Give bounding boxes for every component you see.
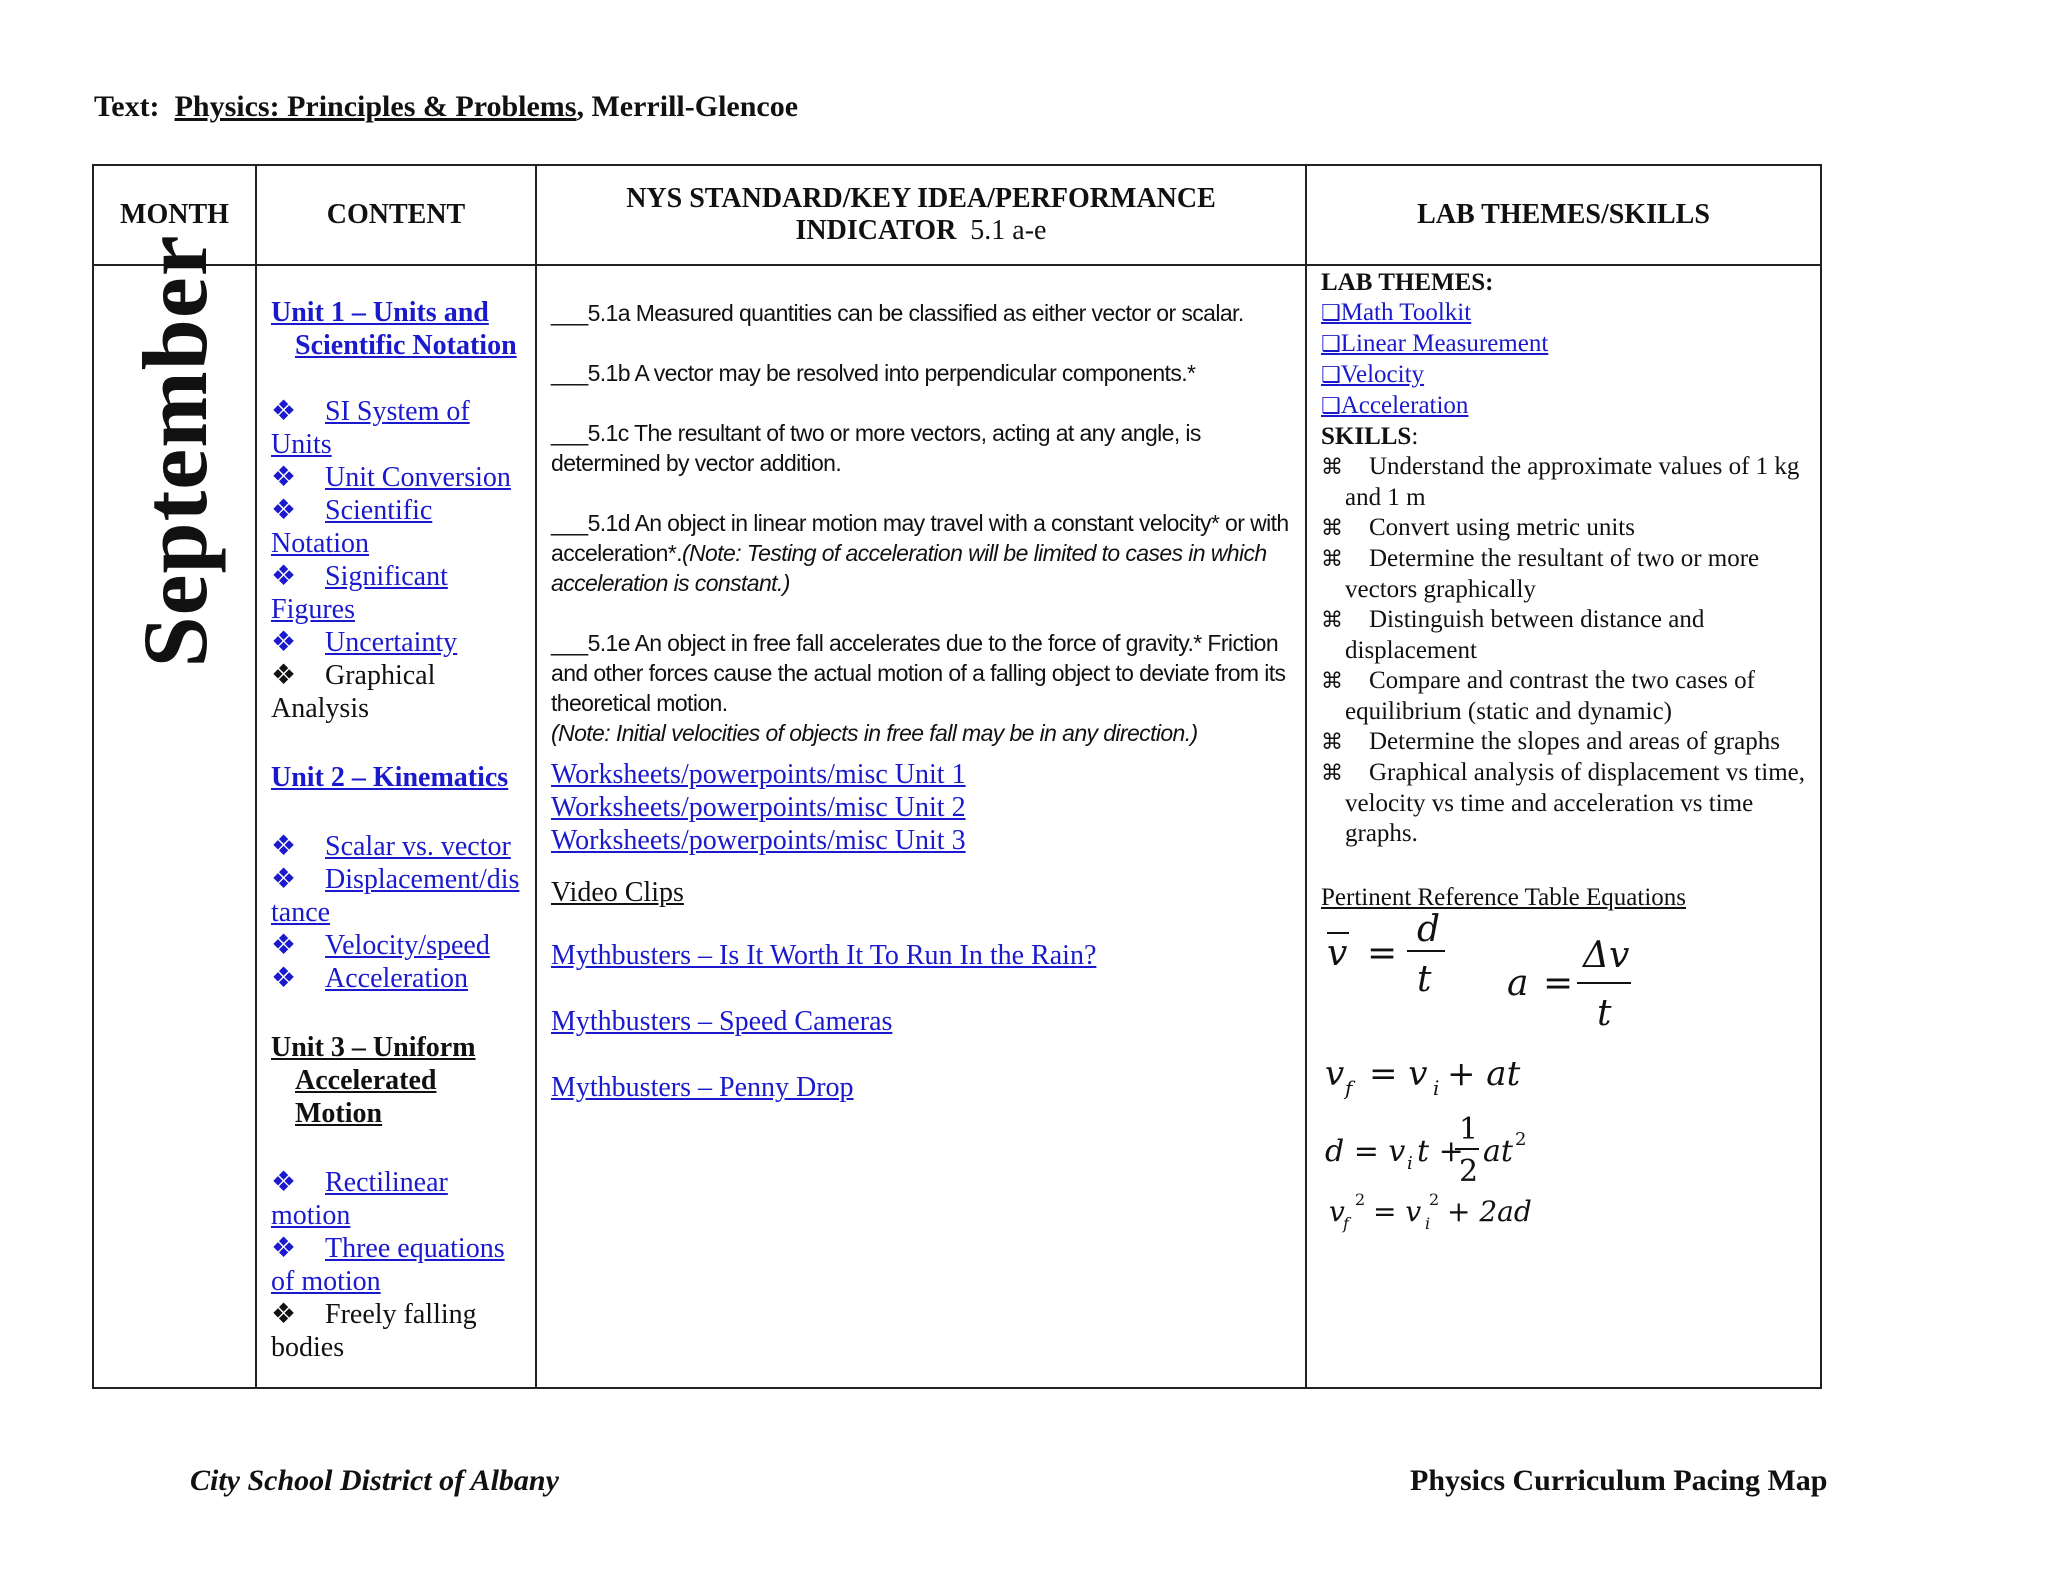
unit3-item-freefall: ❖ Freely falling bodies xyxy=(271,1299,477,1363)
unit3-title xyxy=(271,1031,525,1130)
svg-text:at: at xyxy=(1483,1134,1513,1169)
skill-item: ⌘ Graphical analysis of displacement vs time, velocity vs time and acceleration vs time graphs. xyxy=(1321,759,1805,847)
unit3-title-line3: Motion xyxy=(295,1098,383,1129)
unit3-title-line2: Accelerated xyxy=(295,1065,437,1096)
unit3-title-line1: Unit 3 – Uniform xyxy=(271,1032,476,1063)
skill-item: ⌘ Compare and contrast the two cases of equilibrium (static and dynamic) xyxy=(1321,667,1755,725)
header-lab: LAB THEMES/SKILLS xyxy=(1306,165,1821,265)
unit1-item-sigfigs-link[interactable]: ❖ Significant Figures xyxy=(271,561,448,625)
standard-5-1c: ___5.1c The resultant of two or more vectors, acting at any angle, is determined by vector addition. xyxy=(551,420,1201,476)
textbook-title: Physics: Principles & Problems xyxy=(174,90,577,123)
unit1-item-si-link[interactable]: ❖ SI System of Units xyxy=(271,396,470,460)
command-key-icon: ⌘ xyxy=(1321,547,1343,572)
theme-velocity-link[interactable]: ❑Velocity xyxy=(1321,361,1425,388)
header-month: MONTH xyxy=(93,165,256,265)
svg-text:f: f xyxy=(1343,1214,1349,1233)
standards-cell xyxy=(536,265,1306,1388)
checkbox-icon: ❑ xyxy=(1321,332,1341,357)
command-key-icon: ⌘ xyxy=(1321,669,1343,694)
diamond-bullet-icon: ❖ xyxy=(271,930,297,961)
unit1-item-conversion-link[interactable]: ❖ Unit Conversion xyxy=(271,462,511,493)
skill-item: ⌘ Convert using metric units xyxy=(1321,513,1810,544)
header-content: CONTENT xyxy=(256,165,536,265)
standard-5-1a: ___5.1a Measured quantities can be classified as either vector or scalar. xyxy=(551,300,1244,326)
eq-delta-v: Δv xyxy=(1583,935,1630,976)
command-key-icon: ⌘ xyxy=(1321,455,1343,480)
video-speed-cameras-link[interactable]: Mythbusters – Speed Cameras xyxy=(551,1006,893,1037)
content-cell xyxy=(256,265,536,1388)
diamond-bullet-icon: ❖ xyxy=(271,1167,297,1198)
standard-5-1e xyxy=(551,628,1289,748)
svg-text:1: 1 xyxy=(1459,1112,1479,1147)
eq5: v xyxy=(1329,1195,1345,1228)
svg-text:= v: = v xyxy=(1369,1054,1428,1094)
unit1-title-line1: Unit 1 – Units and xyxy=(271,297,489,328)
eq4: d = v xyxy=(1325,1134,1406,1169)
command-key-icon: ⌘ xyxy=(1321,516,1343,541)
reference-equations-heading: Pertinent Reference Table Equations xyxy=(1321,884,1687,911)
worksheet-unit1-link[interactable]: Worksheets/powerpoints/misc Unit 1 xyxy=(551,759,966,790)
worksheet-unit3-link[interactable]: Worksheets/powerpoints/misc Unit 3 xyxy=(551,825,966,856)
diamond-bullet-icon: ❖ xyxy=(271,963,297,994)
command-key-icon: ⌘ xyxy=(1321,761,1343,786)
diamond-bullet-icon: ❖ xyxy=(271,495,297,526)
skills-heading: SKILLS: xyxy=(1321,423,1419,450)
header-standard-line1: NYS STANDARD/KEY IDEA/PERFORMANCE xyxy=(626,183,1216,214)
diamond-bullet-icon: ❖ xyxy=(271,396,297,427)
eq-v-bar: v xyxy=(1327,933,1348,974)
footer-title: Physics Curriculum Pacing Map xyxy=(1410,1464,1828,1497)
eq3-vf: v xyxy=(1325,1054,1345,1094)
skill-item: ⌘ Understand the approximate values of 1 kg and 1 m xyxy=(1321,453,1800,511)
month-cell xyxy=(93,234,256,1388)
kinematics-equations xyxy=(1321,913,1821,1233)
svg-text:i: i xyxy=(1425,1214,1431,1233)
standard-5-1d xyxy=(551,508,1289,598)
checkbox-icon: ❑ xyxy=(1321,301,1341,326)
unit1-title-line2: Scientific Notation xyxy=(295,330,517,361)
svg-text:f: f xyxy=(1345,1076,1353,1100)
eq-equals-2: = xyxy=(1543,963,1574,1004)
unit2-item-acceleration-link[interactable]: ❖ Acceleration xyxy=(271,963,469,994)
month-label: September xyxy=(123,234,226,668)
header-standard-line2: INDICATOR xyxy=(795,215,957,246)
command-key-icon: ⌘ xyxy=(1321,730,1343,755)
lab-themes-heading: LAB THEMES: xyxy=(1321,269,1494,296)
lab-cell xyxy=(1306,265,1821,1388)
diamond-bullet-icon: ❖ xyxy=(271,627,297,658)
diamond-bullet-icon: ❖ xyxy=(271,462,297,493)
theme-math-toolkit-link[interactable]: ❑Math Toolkit xyxy=(1321,299,1472,326)
diamond-bullet-icon: ❖ xyxy=(271,1233,297,1264)
unit1-item-graphical: ❖ Graphical Analysis xyxy=(271,660,436,724)
svg-text:i: i xyxy=(1433,1076,1440,1100)
standard-5-1b: ___5.1b A vector may be resolved into perpendicular components.* xyxy=(551,360,1196,386)
eq-t-2: t xyxy=(1597,993,1612,1034)
unit2-item-displacement-link[interactable]: ❖ Displacement/distance xyxy=(271,864,520,928)
video-clips-heading: Video Clips xyxy=(551,877,684,908)
diamond-bullet-icon: ❖ xyxy=(271,561,297,592)
september-row xyxy=(93,265,1821,1388)
checkbox-icon: ❑ xyxy=(1321,363,1341,388)
eq-t: t xyxy=(1417,959,1432,1000)
publisher: , Merrill-Glencoe xyxy=(576,90,799,123)
header-standard-value: 5.1 a-e xyxy=(970,215,1047,246)
header-label: Text: xyxy=(94,90,160,123)
svg-text:t +: t + xyxy=(1417,1134,1464,1169)
diamond-bullet-icon: ❖ xyxy=(271,1299,297,1330)
svg-text:2: 2 xyxy=(1515,1129,1527,1150)
pacing-table xyxy=(92,164,1822,1389)
skill-item: ⌘ Determine the resultant of two or more vectors graphically xyxy=(1321,545,1760,603)
command-key-icon: ⌘ xyxy=(1321,608,1343,633)
svg-text:+ at: + at xyxy=(1447,1054,1521,1094)
video-penny-drop-link[interactable]: Mythbusters – Penny Drop xyxy=(551,1072,854,1103)
standard-5-1e-text: ___5.1e An object in free fall accelerates due to the force of gravity.* Friction and other forces cause the actual motion of a falling object to deviate from its theoretical motion. xyxy=(551,630,1286,716)
standard-5-1d-text: ___5.1d An object in linear motion may travel with a constant velocity* or with acceleration*. xyxy=(551,510,1289,566)
svg-text:= v: = v xyxy=(1373,1195,1422,1228)
svg-text:2: 2 xyxy=(1429,1190,1440,1209)
svg-text:i: i xyxy=(1407,1153,1413,1174)
worksheet-links xyxy=(551,758,1289,857)
diamond-bullet-icon: ❖ xyxy=(271,864,297,895)
unit2-item-velocity-link[interactable]: ❖ Velocity/speed xyxy=(271,930,490,961)
worksheet-unit2-link[interactable]: Worksheets/powerpoints/misc Unit 2 xyxy=(551,792,966,823)
theme-linear-measurement-link[interactable]: ❑Linear Measurement xyxy=(1321,330,1549,357)
svg-text:+ 2ad: + 2ad xyxy=(1447,1195,1532,1228)
eq-a: a xyxy=(1507,963,1529,1004)
theme-acceleration-link[interactable]: ❑Acceleration xyxy=(1321,392,1469,419)
header-row xyxy=(93,165,1821,265)
checkbox-icon: ❑ xyxy=(1321,394,1341,419)
unit3-item-rectilinear-link[interactable]: ❖ Rectilinear motion xyxy=(271,1167,448,1231)
standard-5-1e-note: (Note: Initial velocities of objects in free fall may be in any direction.) xyxy=(551,720,1198,746)
skill-item: ⌘ Determine the slopes and areas of graphs xyxy=(1321,727,1810,758)
eq-equals: = xyxy=(1367,933,1398,974)
document-header xyxy=(94,90,798,124)
skill-item: ⌘ Distinguish between distance and displacement xyxy=(1321,606,1705,664)
svg-text:2: 2 xyxy=(1459,1154,1479,1189)
video-rain-link[interactable]: Mythbusters – Is It Worth It To Run In the Rain? xyxy=(551,940,1097,971)
unit3-item-equations-link[interactable]: ❖ Three equations of motion xyxy=(271,1233,505,1297)
unit2-item-scalar-link[interactable]: ❖ Scalar vs. vector xyxy=(271,831,511,862)
eq-d: d xyxy=(1417,913,1441,950)
svg-text:2: 2 xyxy=(1355,1190,1366,1209)
unit1-item-uncertainty-link[interactable]: ❖ Uncertainty xyxy=(271,627,458,658)
unit1-item-scinotation-link[interactable]: ❖ Scientific Notation xyxy=(271,495,433,559)
header-standard xyxy=(536,165,1306,265)
unit2-title-link[interactable]: Unit 2 – Kinematics xyxy=(271,762,509,793)
diamond-bullet-icon: ❖ xyxy=(271,660,297,691)
unit1-title-link[interactable] xyxy=(271,296,525,362)
standard-5-1d-note: (Note: Testing of acceleration will be limited to cases in which acceleration is constant.) xyxy=(551,540,1267,596)
diamond-bullet-icon: ❖ xyxy=(271,831,297,862)
footer-district: City School District of Albany xyxy=(190,1464,559,1497)
